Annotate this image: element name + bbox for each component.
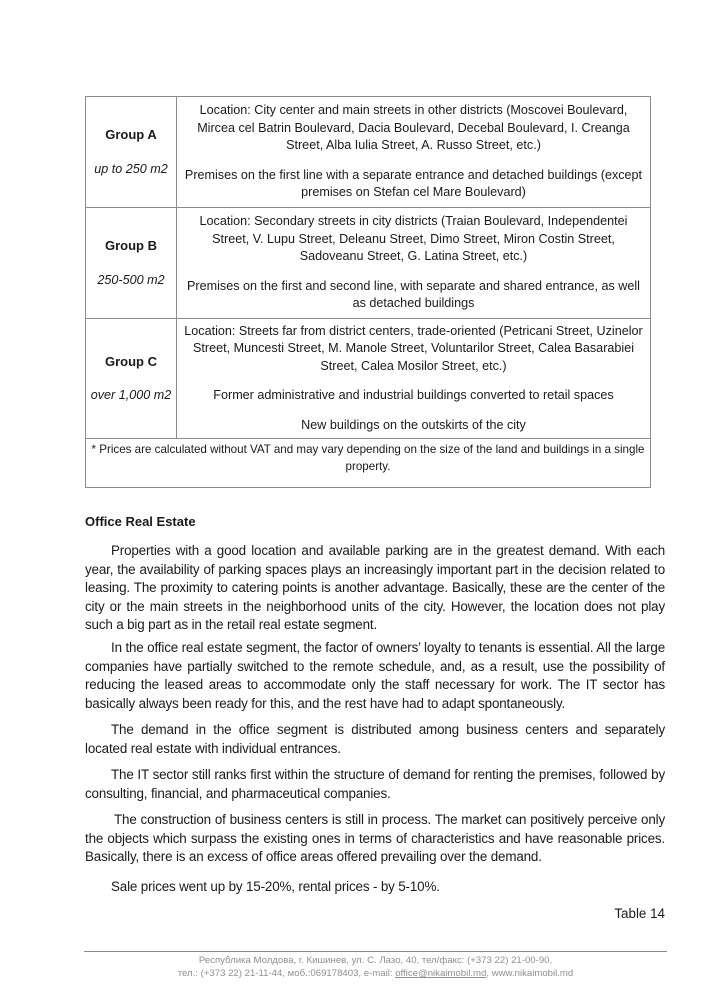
page-footer [84, 954, 667, 980]
description-cell [177, 319, 651, 439]
table-row [86, 319, 651, 439]
table-note: * Prices are calculated without VAT and may vary depending on the size of the land and buildings in a single property. [86, 439, 651, 488]
location-text: Location: Streets far from district centers, trade-oriented (Petricani Street, Uzinelor Street, Muncesti Street, M. Manole Street, Voluntarilor Street, Calea Basarabiei Street, Calea Mosilor Street, etc.) [184, 323, 643, 373]
group-cell [86, 319, 177, 439]
group-size: 250-500 m2 [97, 272, 165, 287]
location-text: Location: City center and main streets in other districts (Moscovei Boulevard, Mircea cel Batrin Boulevard, Dacia Boulevard, Decebal Boulevard, I. Creanga Street, Alba Iulia Street, A. Russo Street, etc.) [197, 103, 630, 153]
footer-divider [84, 951, 667, 952]
premises-text: New buildings on the outskirts of the city [301, 417, 526, 432]
footer-address: Республика Молдова, г. Кишинев, ул. С. Лазо, 40, тел/факс: (+373 22) 21-00-90, [198, 955, 553, 966]
paragraph: The construction of business centers is still in process. The market can positively perceive only the objects which surpass the existing ones in terms of characteristics and have reasonable prices. Basically, there is an excess of office areas offered prevailing over the demand. [85, 812, 665, 865]
location-text: Location: Secondary streets in city districts (Traian Boulevard, Independentei Street, V. Lupu Street, Deleanu Street, Dimo Street, Miron Costin Street, Sadoveanu Street, G. Latina Street, etc.) [199, 214, 628, 264]
description-cell [177, 97, 651, 208]
table-row [86, 97, 651, 208]
section-heading: Office Real Estate [85, 514, 196, 529]
footer-phones: тел.: (+373 22) 21-11-44, моб.:069178403, e-mail: [177, 968, 396, 979]
premises-text: Premises on the first and second line, with separate and shared entrance, as well as detached buildings [187, 278, 640, 311]
group-name: Group A [105, 127, 157, 142]
paragraph: Properties with a good location and available parking are in the greatest demand. With each year, the availability of parking spaces plays an increasingly important part in the decision related to leasing. The proximity to catering points is another advantage. Basically, these are the center of the city or the main streets in the neighborhood units of the city. However, the location does not play such a big part as in the retail real estate segment. [85, 543, 665, 633]
paragraph: In the office real estate segment, the factor of owners’ loyalty to tenants is essential. All the large companies have partially switched to the remote schedule, and, as a result, use the possibility of reducing the leased areas to accommodate only the staff necessary for work. The IT sector has basically always been ready for this, and the rest have had to adapt spontaneously. [85, 640, 665, 711]
group-cell [86, 208, 177, 319]
table-label: Table 14 [614, 906, 665, 921]
group-name: Group B [105, 238, 157, 253]
premises-text: Premises on the first line with a separate entrance and detached buildings (except premises on Stefan cel Mare Boulevard) [184, 167, 643, 200]
retail-groups-table [85, 96, 651, 488]
table-row [86, 208, 651, 319]
email-link[interactable]: office@nikaimobil.md [395, 968, 487, 979]
paragraph: The IT sector still ranks first within the structure of demand for renting the premises, followed by consulting, financial, and pharmaceutical companies. [85, 767, 665, 801]
premises-text: Former administrative and industrial buildings converted to retail spaces [213, 388, 614, 403]
paragraph: Sale prices went up by 15-20%, rental prices - by 5-10%. [111, 879, 440, 894]
group-size: up to 250 m2 [94, 161, 168, 176]
footer-contacts [84, 967, 667, 980]
group-cell [86, 97, 177, 208]
description-cell [177, 208, 651, 319]
paragraph: The demand in the office segment is distributed among business centers and separately located real estate with individual entrances. [85, 722, 665, 756]
group-size: over 1,000 m2 [90, 388, 172, 402]
group-name: Group C [105, 353, 157, 369]
footer-website: , www.nikaimobil.md [486, 968, 574, 979]
table-note-row [86, 439, 651, 488]
